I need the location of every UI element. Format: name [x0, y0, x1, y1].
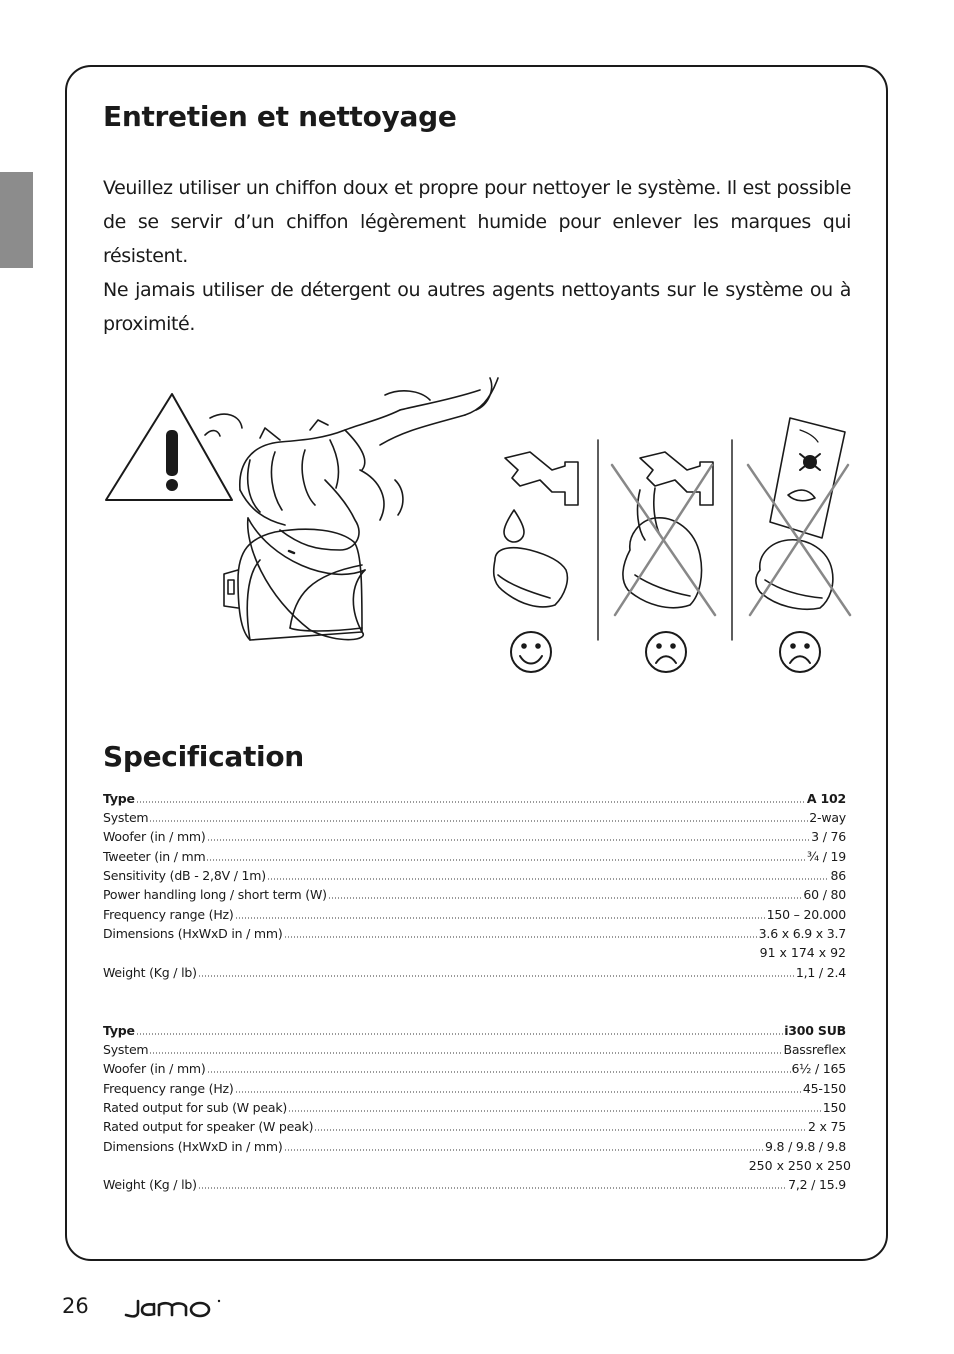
spec-row: [103, 1060, 846, 1078]
spec-value: 45-150: [802, 1081, 846, 1096]
spec-value-continuation: 91 x 174 x 92: [759, 945, 846, 960]
spec-value: A 102: [806, 791, 846, 806]
spec-row: [103, 1022, 846, 1040]
spec-value: 2 x 75: [807, 1119, 846, 1134]
page-number: 26: [62, 1294, 89, 1318]
spec-value: 6½ / 165: [791, 1061, 846, 1076]
spec-label: Dimensions (HxWxD in / mm): [103, 926, 283, 941]
spec-label: System: [103, 810, 149, 825]
spec-label: Type: [103, 1023, 135, 1038]
spec-label: Power handling long / short term (W): [103, 887, 327, 902]
happy-face-icon: [511, 632, 551, 672]
spec-row: [103, 1176, 846, 1194]
spec-value-continuation: 250 x 250 x 250: [748, 1158, 851, 1173]
spec-row: [103, 790, 846, 808]
maintenance-paragraph-1: Veuillez utiliser un chiffon doux et propre pour nettoyer le système. Il est possible de se servir d’un chiffon légèrement humide pour enlever les marques qui résistent.: [103, 177, 851, 267]
wet-cloth-forbidden-drawing: [612, 452, 715, 615]
jamo-logo: [124, 1297, 224, 1319]
spec-value: i300 SUB: [784, 1023, 846, 1038]
spec-value: 86: [830, 868, 846, 883]
spec-row: [103, 906, 846, 924]
spec-value: 7,2 / 15.9: [788, 1177, 846, 1192]
spec-label: Woofer (in / mm): [103, 1061, 206, 1076]
spec-label: Weight (Kg / lb): [103, 1177, 197, 1192]
speaker-cleaning-drawing: [205, 378, 498, 652]
sad-face-icon: [780, 632, 820, 672]
spec-value: 1,1 / 2.4: [795, 965, 846, 980]
sad-face-icon: [646, 632, 686, 672]
spec-label: Sensitivity (dB - 2,8V / 1m): [103, 868, 266, 883]
spec-label: Frequency range (Hz): [103, 907, 234, 922]
spec-value: 9.8 / 9.8 / 9.8: [765, 1139, 846, 1154]
spec-row: [103, 925, 846, 943]
spec-value: 3 / 76: [811, 829, 846, 844]
spec-label: Rated output for speaker (W peak): [103, 1119, 314, 1134]
spec-row: [103, 1118, 846, 1136]
spec-label: Type: [103, 791, 135, 806]
spec-label: Weight (Kg / lb): [103, 965, 197, 980]
spec-label: Tweeter (in / mm: [103, 849, 206, 864]
spec-row: [103, 1099, 846, 1117]
spec-row: [103, 964, 846, 982]
detergent-forbidden-drawing: [748, 418, 850, 615]
spec-row: [103, 1138, 846, 1156]
specification-heading: Specification: [103, 740, 304, 773]
spec-row: [103, 1041, 846, 1059]
spec-label: System: [103, 1042, 149, 1057]
spec-value: Bassreflex: [783, 1042, 846, 1057]
spec-row: [103, 809, 846, 827]
spec-label: Woofer (in / mm): [103, 829, 206, 844]
spec-value: 60 / 80: [803, 887, 846, 902]
spec-row: [103, 828, 846, 846]
maintenance-paragraph-2: Ne jamais utiliser de détergent ou autres agents nettoyants sur le système ou à proximité.: [103, 279, 851, 335]
spec-value: 150 – 20.000: [766, 907, 846, 922]
spec-label: Frequency range (Hz): [103, 1081, 234, 1096]
spec-value: 150: [822, 1100, 846, 1115]
spec-label: Dimensions (HxWxD in / mm): [103, 1139, 283, 1154]
spec-row: [103, 848, 846, 866]
spec-value: 2-way: [809, 810, 846, 825]
maintenance-heading: Entretien et nettoyage: [103, 100, 457, 133]
spec-label: Rated output for sub (W peak): [103, 1100, 288, 1115]
spec-row: [103, 867, 846, 885]
section-tab: [0, 172, 33, 268]
cleaning-illustration: [100, 370, 860, 700]
water-ok-drawing: [494, 452, 578, 607]
spec-row: [103, 886, 846, 904]
spec-row: [103, 1080, 846, 1098]
spec-value: 3.6 x 6.9 x 3.7: [758, 926, 846, 941]
spec-value: ¾ / 19: [807, 849, 846, 864]
warning-icon: [106, 394, 232, 500]
